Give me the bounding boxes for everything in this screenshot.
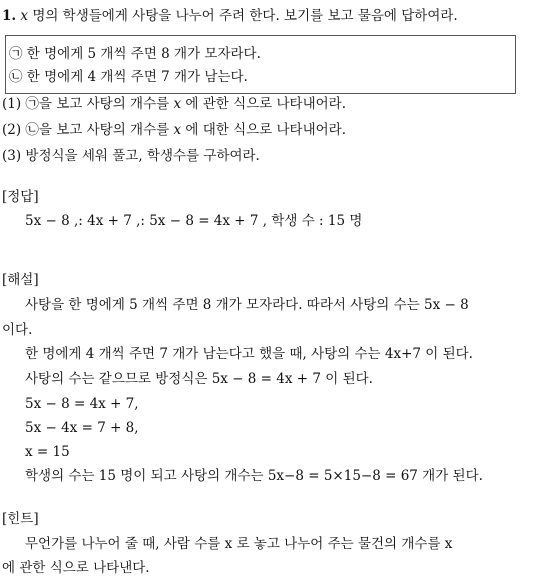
- explanation-line-1: 사탕을 한 명에게 5 개씩 주면 8 개가 모자라다. 따라서 사탕의 수는 5x − 8: [25, 297, 469, 313]
- explanation-line-4: 사탕의 수는 같으므로 방정식은 5x − 8 = 4x + 7 이 된다.: [25, 371, 373, 387]
- explanation-conclusion: 학생의 수는 15 명이 되고 사탕의 개수는 5x−8 = 5×15−8 = 67 개가 된다.: [25, 468, 483, 484]
- hint-line-2: 에 관한 식으로 나타낸다.: [2, 560, 150, 576]
- condition-1: ㉠ 한 명에게 5 개씩 주면 8 개가 모자라다.: [9, 46, 261, 62]
- explanation-heading: [해설]: [2, 272, 39, 288]
- equation-step-3: x = 15: [25, 444, 70, 460]
- variable-x: x: [20, 8, 29, 24]
- question-1-post: 에 관한 식으로 나타내어라.: [181, 96, 346, 112]
- question-1-var: x: [173, 96, 182, 112]
- answer-line: 5x − 8 ,: 4x + 7 ,: 5x − 8 = 4x + 7 , 학생 수 : 15 명: [25, 213, 363, 229]
- question-2-post: 에 대한 식으로 나타내어라.: [181, 122, 346, 138]
- condition-2: ㉡ 한 명에게 4 개씩 주면 7 개가 남는다.: [9, 69, 248, 85]
- explanation-line-2: 이다.: [2, 322, 33, 338]
- answer-heading: [정답]: [2, 189, 39, 205]
- question-1: [2, 98, 346, 112]
- explanation-line-3: 한 명에게 4 개씩 주면 7 개가 남는다고 했을 때, 사탕의 수는 4x+7 이 된다.: [25, 346, 473, 362]
- hint-heading: [힌트]: [2, 511, 39, 527]
- question-2: [2, 124, 346, 138]
- equation-step-2: 5x − 4x = 7 + 8,: [25, 420, 139, 436]
- conditions-box: [5, 35, 516, 94]
- question-2-pre: (2) ㉡을 보고 사탕의 개수를: [2, 122, 174, 138]
- problem-line: [2, 10, 458, 24]
- hint-line-1: 무언가를 나누어 줄 때, 사람 수를 x 로 놓고 나누어 주는 물건의 개수를 x: [25, 536, 453, 552]
- problem-number: 1.: [2, 8, 17, 24]
- question-2-var: x: [173, 122, 182, 138]
- problem-text: 명의 학생들에게 사탕을 나누어 주려 한다. 보기를 보고 물음에 답하여라.: [32, 8, 458, 24]
- question-1-pre: (1) ㉠을 보고 사탕의 개수를: [2, 96, 174, 112]
- question-3: (3) 방정식을 세워 풀고, 학생수를 구하여라.: [2, 148, 260, 164]
- equation-step-1: 5x − 8 = 4x + 7,: [25, 396, 139, 412]
